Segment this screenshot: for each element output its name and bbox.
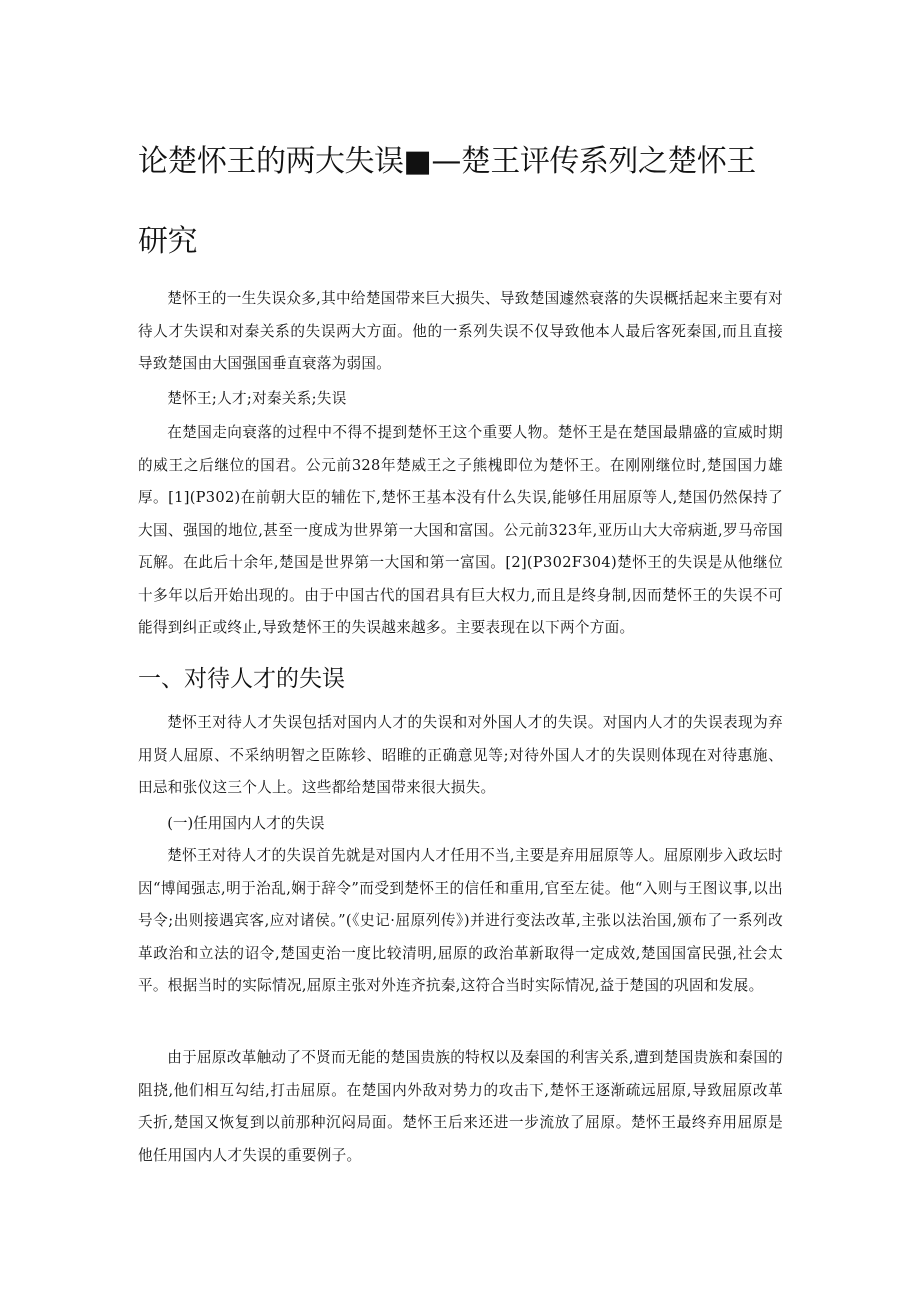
abstract-paragraph: 楚怀王的一生失误众多,其中给楚国带来巨大损失、导致楚国遽然衰落的失误概括起来主要有对待人才失误和对秦关系的失误两大方面。他的一系列失误不仅导致他本人最后客死秦国,而且直接导致楚国由大国强国垂直衰落为弱国。 — [138, 290, 783, 372]
subsection-1-paragraph-2: 由于屈原改革触动了不贤而无能的楚国贵族的特权以及秦国的利害关系,遭到楚国贵族和秦国的阻挠,他们相互勾结,打击屈原。在楚国内外敌对势力的攻击下,楚怀王逐渐疏远屈原,导致屈原改革夭折,楚国又恢复到以前那种沉闷局面。楚怀王后来还进一步流放了屈原。楚怀王最终弃用屈原是他任用国内人才失误的重要例子。 — [138, 1049, 783, 1164]
section-1-heading: 一、对待人才的失误 — [138, 666, 345, 692]
section-1-intro-paragraph: 楚怀王对待人才失误包括对国内人才的失误和对外国人才的失误。对国内人才的失误表现为弃用贤人屈原、不采纳明智之臣陈轸、昭睢的正确意见等;对待外国人才的失误则体现在对待惠施、田忌和张仪这三个人上。这些都给楚国带来很大损失。 — [138, 714, 783, 796]
title-line-2: 研究 — [138, 224, 197, 259]
subsection-1-heading: (一)任用国内人才的失误 — [167, 815, 325, 832]
subsection-1-paragraph-1: 楚怀王对待人才的失误首先就是对国内人才任用不当,主要是弃用屈原等人。屈原刚步入政坛时因“博闻强志,明于治乱,娴于辞令”而受到楚怀王的信任和重用,官至左徒。他“入则与王图议事,以出号令;出则接遇宾客,应对诸侯。”(《史记·屈原列传》)并进行变法改革,主张以法治国,颁布了一系列改革政治和立法的诏令,楚国吏治一度比较清明,屈原的政治革新取得一定成效,楚国国富民强,社会太平。根据当时的实际情况,屈原主张对外连齐抗秦,这符合当时实际情况,益于楚国的巩固和发展。 — [138, 847, 783, 994]
intro-paragraph: 在楚国走向衰落的过程中不得不提到楚怀王这个重要人物。楚怀王是在楚国最鼎盛的宣威时期的威王之后继位的国君。公元前328年楚威王之子熊槐即位为楚怀王。在刚刚继位时,楚国国力雄厚。[1](P302)在前朝大臣的辅佐下,楚怀王基本没有什么失误,能够任用屈原等人,楚国仍然保持了大国、强国的地位,甚至一度成为世界第一大国和富国。公元前323年,亚历山大大帝病逝,罗马帝国瓦解。在此后十余年,楚国是世界第一大国和第一富国。[2](P302F304)楚怀王的失误是从他继位十多年以后开始出现的。由于中国古代的国君具有巨大权力,而且是终身制,因而楚怀王的失误不可能得到纠正或终止,导致楚怀王的失误越来越多。主要表现在以下两个方面。 — [138, 424, 783, 636]
keywords-line: 楚怀王;人才;对秦关系;失误 — [167, 390, 347, 407]
title-line-1: 论楚怀王的两大失误■—楚王评传系列之楚怀王 — [138, 144, 756, 179]
